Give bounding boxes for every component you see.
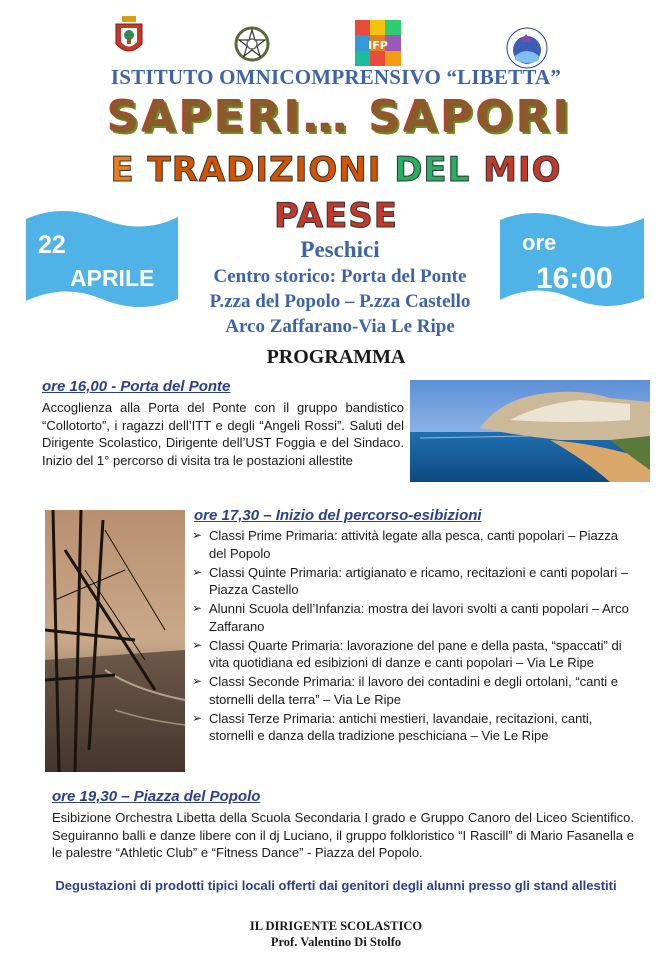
arrow-bullet-icon: ➢ [192, 564, 203, 579]
title-word-e: E [110, 150, 148, 190]
svg-text:IFP: IFP [368, 39, 388, 52]
programme-heading: PROGRAMMA [266, 346, 406, 368]
list-item [192, 710, 632, 745]
date-banner-shape [22, 205, 182, 315]
arrow-bullet-icon: ➢ [192, 637, 203, 652]
location-line-3: Arco Zaffarano-Via Le Ripe [225, 316, 455, 337]
section-1-text: Accoglienza alla Porta del Ponte con il gruppo bandistico “Collotorto”, i ragazzi dell’ITT e degli “Angeli Rossi”. Saluti del Dirigente Scolastico, Dirigente dell’UST Foggia e del Sindaco. Inizio del 1° percorso di visita tra le postazioni allestite [42, 400, 404, 468]
location-line-2: P.zza del Popolo – P.zza Castello [209, 291, 471, 312]
italian-emblem-icon [232, 22, 272, 64]
signature-name: Prof. Valentino Di Stolfo [270, 935, 402, 949]
time-value: 16:00 [536, 262, 613, 295]
title-line-2 [0, 150, 672, 190]
list-item-text: Classi Seconde Primaria: il lavoro dei contadini e degli ortolani, “canti e stornelli della terra” – Via Le Ripe [209, 674, 618, 707]
arrow-bullet-icon: ➢ [192, 528, 203, 542]
section-2-title: ore 17,30 – Inizio del percorso-esibizioni [194, 507, 482, 524]
puglia-crest-icon [112, 14, 146, 60]
list-item [192, 600, 632, 635]
time-label: ore [522, 230, 557, 255]
location-line-1: Centro storico: Porta del Ponte [213, 266, 467, 287]
list-item-text: Classi Terze Primaria: antichi mestieri, lavandaie, recitazioni, canti, stornelli e danza della tradizione peschiciana – Vie Le Ripe [209, 710, 593, 743]
section-1-title: ore 16,00 - Porta del Ponte [42, 378, 231, 395]
list-item [192, 564, 632, 599]
logo-row [0, 14, 672, 66]
list-item-text: Classi Quarte Primaria: lavorazione del pane e della pasta, “spaccati” di vita quotidiana ed esibizioni di danze e canti popolari – Via Le Ripe [209, 637, 622, 670]
time-banner-shape [496, 208, 648, 314]
time-banner [496, 208, 648, 314]
date-month: APRILE [70, 265, 155, 291]
list-item [192, 527, 632, 562]
date-day: 22 [38, 231, 66, 259]
section-3-text: Esibizione Orchestra Libetta della Scuola Secondaria I grado e Gruppo Canoro del Liceo Scientifico. Seguiranno balli e danze libere con il dj Luciano, il gruppo folkloristico “I Rascill” di Mario Fasanella e le palestre “Athletic Club” e “Fitness Dance” - Piazza del Popolo. [52, 810, 634, 860]
tasting-note: Degustazioni di prodotti tipici locali offerti dai genitori degli alunni presso gli stand allestiti [55, 878, 617, 893]
date-banner [22, 205, 182, 315]
location-town: Peschici [300, 237, 380, 262]
signature-block [0, 918, 672, 950]
list-item-text: Classi Prime Primaria: attività legate alla pesca, canti popolari – Piazza del Popolo [209, 528, 618, 561]
section-3-title: ore 19,30 – Piazza del Popolo [52, 788, 261, 805]
institute-name: ISTITUTO OMNICOMPRENSIVO “LIBETTA” [110, 65, 562, 89]
signature-role: IL DIRIGENTE SCOLASTICO [249, 919, 423, 933]
title-saperi-sapori [60, 92, 620, 144]
title-word-tradizioni: TRADIZIONI [147, 150, 382, 190]
title-word-mio: MIO [483, 150, 562, 190]
trabucco-photo [45, 510, 185, 772]
arrow-bullet-icon: ➢ [192, 674, 203, 688]
title-line-3: PAESE [273, 196, 399, 236]
peschici-photo [410, 380, 650, 482]
ifp-logo-icon [355, 20, 401, 66]
section-2-list [192, 527, 632, 746]
list-item-text: Classi Quinte Primaria: artigianato e ricamo, recitazioni e canti popolari – Piazza Castello [209, 564, 629, 597]
title-word-del: DEL [381, 150, 484, 190]
arrow-bullet-icon: ➢ [192, 710, 203, 725]
arrow-bullet-icon: ➢ [192, 601, 203, 615]
location-block [180, 236, 500, 339]
list-item [192, 637, 632, 672]
list-item-text: Alunni Scuola dell’Infanzia: mostra dei lavori svolti a canti popolari – Arco Zaffarano [209, 601, 629, 634]
title-line-1: SAPERI… SAPORI [107, 92, 573, 143]
list-item [192, 673, 632, 708]
